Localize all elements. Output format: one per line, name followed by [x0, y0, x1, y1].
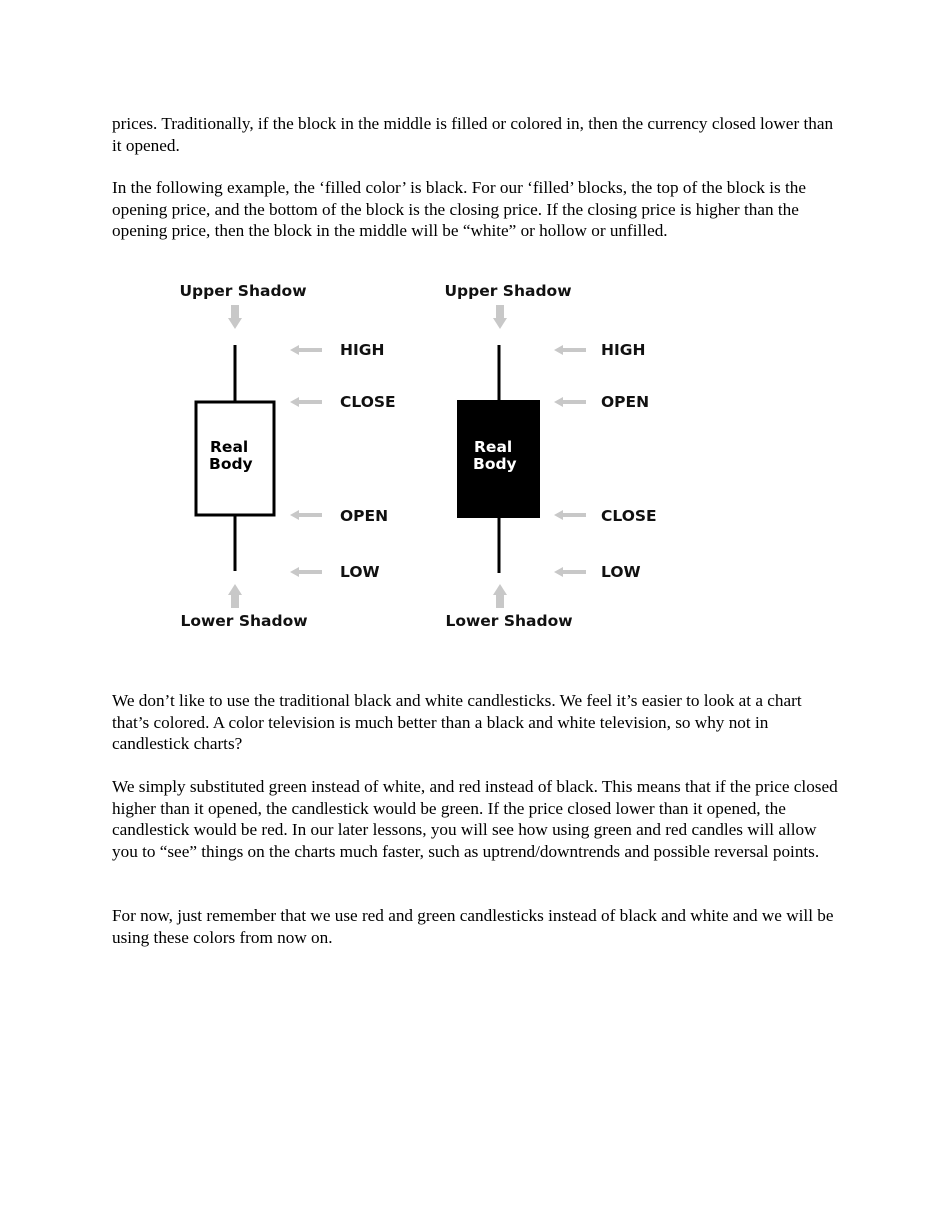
real-body-label: Real: [474, 438, 513, 456]
real-body-label: Body: [473, 455, 517, 473]
upper-shadow-label: Upper Shadow: [444, 282, 572, 300]
left-arrow-icon: [554, 567, 586, 577]
price-label-low: LOW: [340, 563, 380, 581]
paragraph-intro: prices. Traditionally, if the block in the middle is filled or colored in, then the currency closed lower than it opened.: [112, 114, 834, 155]
down-arrow-icon: [493, 305, 507, 329]
left-arrow-icon: [554, 510, 586, 520]
price-label-high: HIGH: [340, 341, 385, 359]
candlestick-diagram: [165, 278, 685, 638]
left-arrow-icon: [554, 397, 586, 407]
up-arrow-icon: [228, 584, 242, 608]
down-arrow-icon: [228, 305, 242, 329]
left-arrow-icon: [290, 567, 322, 577]
price-label-high: HIGH: [601, 341, 646, 359]
paragraph-colored-charts: We don’t like to use the traditional black and white candlesticks. We feel it’s easier to look at a chart that’s colored. A color television is much better than a black and white television, so why not in candlestick charts?: [112, 691, 802, 753]
left-arrow-icon: [554, 345, 586, 355]
up-arrow-icon: [493, 584, 507, 608]
left-arrow-icon: [290, 397, 322, 407]
lower-shadow-label: Lower Shadow: [180, 612, 308, 630]
upper-shadow-label: Upper Shadow: [179, 282, 307, 300]
price-label-open: OPEN: [340, 507, 389, 525]
bearish-candlestick: [444, 282, 656, 630]
price-label-close: CLOSE: [601, 507, 657, 525]
real-body-label: Body: [209, 455, 253, 473]
price-label-low: LOW: [601, 563, 641, 581]
left-arrow-icon: [290, 345, 322, 355]
left-arrow-icon: [290, 510, 322, 520]
paragraph-remember: For now, just remember that we use red and green candlesticks instead of black and white and we will be using these colors from now on.: [112, 906, 834, 947]
real-body-label: Real: [210, 438, 249, 456]
paragraph-filled-color: In the following example, the ‘filled color’ is black. For our ‘filled’ blocks, the top of the block is the opening price, and the bottom of the block is the closing price. If the closing price is higher than the opening price, then the block in the middle will be “white” or hollow or unfilled.: [112, 178, 807, 240]
lower-shadow-label: Lower Shadow: [445, 612, 573, 630]
price-label-open: OPEN: [601, 393, 650, 411]
bullish-candlestick: [179, 282, 395, 630]
price-label-close: CLOSE: [340, 393, 396, 411]
paragraph-green-red: We simply substituted green instead of white, and red instead of black. This means that if the price closed higher than it opened, the candlestick would be green. If the price closed lower than it opened, the candlestick would be red. In our later lessons, you will see how using green and red candles will allow you to “see” things on the charts much faster, such as uptrend/downtrends and possible reversal points.: [112, 777, 838, 861]
